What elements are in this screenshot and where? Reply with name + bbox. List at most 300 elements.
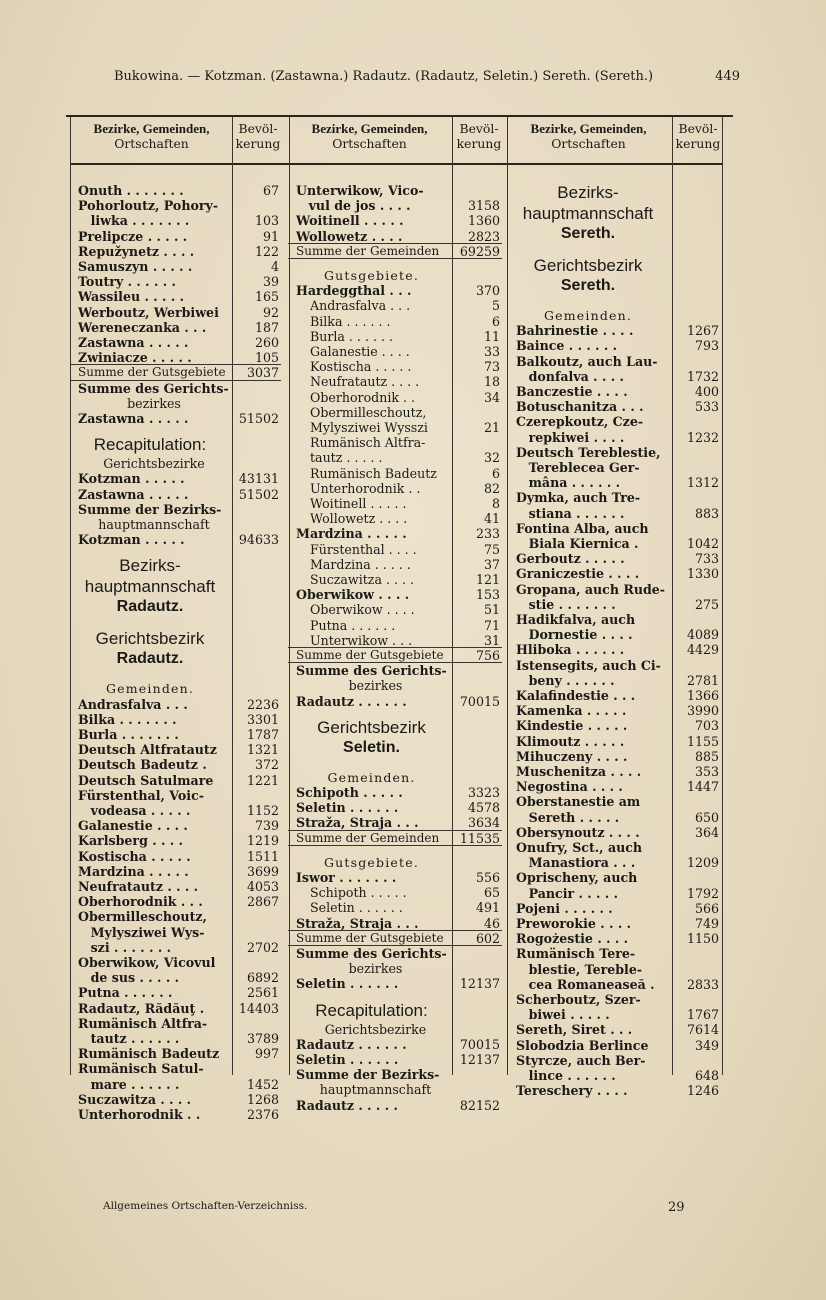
place-name: Deutsch Badeutz .	[78, 757, 207, 773]
place-name: Summe der Gemeinden	[296, 243, 440, 258]
place-name: vul de jos . . . .	[296, 198, 411, 214]
place-name: Galanestie . . . .	[78, 818, 188, 834]
population-value: 1511	[246, 848, 279, 864]
table-row	[516, 445, 719, 460]
header-text: Bukowina. — Kotzman. (Zastawna.) Radautz. (Radautz, Seletin.) Sereth. (Sereth.)	[114, 69, 654, 84]
table-row	[516, 673, 719, 688]
population-value: 1366	[686, 688, 719, 703]
place-name: Mylysziwei Wysszi	[310, 420, 428, 435]
place-name: lince . . . . . .	[516, 1068, 616, 1083]
table-row	[78, 1092, 279, 1107]
place-name: Radautz . . . . .	[296, 1097, 398, 1113]
table-row	[78, 259, 279, 274]
place-name: Unterhorodnik . .	[310, 480, 421, 496]
population-value: 65	[483, 885, 500, 901]
population-value: 3037	[246, 365, 279, 381]
column-header-pop-line2: kerung	[675, 136, 721, 151]
population-value: 12137	[459, 1052, 500, 1067]
population-value: 1732	[686, 368, 719, 384]
population-value: 4089	[686, 627, 719, 643]
place-name: mâna . . . . . .	[516, 475, 621, 491]
place-name: Karlsberg . . . .	[78, 833, 183, 849]
table-row	[78, 985, 279, 1000]
table-row	[78, 502, 279, 517]
place-name: Putna . . . . . .	[78, 985, 173, 1001]
population-value: 11535	[459, 830, 500, 846]
table-row	[296, 1098, 500, 1113]
place-name: Straža, Straja . . .	[296, 815, 419, 831]
subsection-label: Gutsgebiete.	[323, 268, 420, 283]
table-row	[516, 734, 719, 749]
table-row	[296, 466, 500, 481]
place-name: Istensegits, auch Ci-	[516, 657, 661, 673]
place-name: Styrcze, auch Ber-	[516, 1052, 646, 1068]
place-name: Oberwikow . . . .	[310, 602, 415, 618]
place-name: Pojeni . . . . . .	[516, 900, 613, 916]
table-row	[516, 916, 719, 931]
column-header-name-line2: Ortschaften	[332, 136, 407, 151]
column-header-rule	[70, 163, 722, 165]
table-row	[296, 298, 500, 313]
place-name: bezirkes	[348, 678, 403, 694]
table-row	[296, 815, 500, 830]
table-row	[296, 1037, 500, 1052]
place-name: Rumänisch Tere-	[516, 946, 636, 962]
table-row	[78, 955, 279, 970]
table-row	[296, 694, 500, 709]
population-value: 39	[262, 274, 279, 290]
place-name: liwka . . . . . . .	[78, 213, 190, 229]
place-name: Hardeggthal . . .	[296, 283, 412, 299]
footer-page-signature: 29	[668, 1200, 685, 1215]
table-row	[516, 521, 719, 536]
column-header-population-3	[672, 121, 724, 151]
sum-rule	[288, 243, 502, 244]
table-row	[516, 749, 719, 764]
population-value: 275	[694, 596, 719, 612]
population-value: 41	[483, 511, 500, 527]
table-row	[296, 885, 500, 900]
population-value: 165	[254, 289, 279, 305]
table-row	[516, 430, 719, 445]
table-row	[516, 475, 719, 490]
table-row	[78, 970, 279, 985]
population-value: 997	[254, 1046, 279, 1062]
population-value: 1452	[246, 1076, 279, 1092]
place-name: Dymka, auch Tre-	[516, 490, 641, 506]
population-value: 1267	[686, 323, 719, 339]
place-name: Seletin . . . . . .	[296, 800, 399, 816]
place-name: szi . . . . . . .	[78, 939, 172, 955]
population-value: 6	[491, 313, 500, 329]
column-header-pop-line1: Bevöl-	[678, 121, 718, 136]
table-row	[296, 496, 500, 511]
place-name: Rumänisch Altfra-	[310, 435, 426, 451]
section-title: Radautz.	[116, 650, 184, 668]
place-name: Oberwikow . . . .	[296, 587, 410, 603]
table-row	[516, 658, 719, 673]
place-name: Pohorloutz, Pohory-	[78, 198, 219, 214]
place-name: Wollowetz . . . .	[296, 228, 403, 244]
place-name: Suczawitza . . . .	[78, 1091, 192, 1107]
table-row	[78, 1107, 279, 1122]
place-name: Preworokie . . . .	[516, 916, 631, 931]
column-header-name-3	[507, 121, 670, 151]
place-name: Manastiora . . .	[516, 855, 636, 871]
place-name: Rumänisch Altfra-	[78, 1015, 208, 1031]
place-name: repkiwei . . . .	[516, 429, 625, 445]
population-value: 1312	[686, 475, 719, 491]
table-row	[78, 487, 279, 502]
population-value: 885	[694, 748, 719, 764]
place-name: Summe der Gutsgebiete	[78, 365, 226, 380]
place-name: Summe der Gutsgebiete	[296, 648, 444, 662]
place-name: Burla . . . . . .	[310, 328, 393, 344]
population-value: 1447	[686, 779, 719, 795]
population-value: 12137	[459, 976, 500, 992]
table-row	[516, 855, 719, 870]
population-value: 69259	[459, 243, 500, 259]
place-name: Obermilleschoutz,	[78, 909, 207, 925]
table-row	[516, 384, 719, 399]
place-name: Tereblecea Ger-	[516, 460, 640, 475]
table-row	[78, 864, 279, 879]
place-name: Sereth, Siret . . .	[516, 1022, 633, 1038]
place-name: Rumänisch Badeutz	[310, 465, 437, 481]
population-value: 749	[694, 916, 719, 931]
place-name: Prelipcze . . . . .	[78, 228, 188, 244]
page-number: 449	[715, 69, 740, 84]
table-row	[516, 551, 719, 566]
table-row	[516, 566, 719, 581]
population-value: 31	[483, 632, 500, 648]
population-value: 153	[475, 587, 500, 603]
table-row	[296, 633, 500, 648]
table-row	[296, 213, 500, 228]
population-value: 566	[694, 900, 719, 916]
table-row	[78, 697, 279, 712]
place-name: Obersynoutz . . . .	[516, 824, 640, 840]
population-value: 8	[491, 496, 500, 511]
place-name: Schipoth . . . . .	[296, 785, 403, 800]
table-row	[516, 1068, 719, 1083]
table-row	[296, 314, 500, 329]
table-row	[78, 456, 279, 471]
population-value: 6	[491, 465, 500, 481]
place-name: Oberhorodnik . . .	[78, 894, 203, 910]
section-heading: Gerichtsbezirk	[317, 717, 426, 737]
place-name: tautz . . . . .	[310, 450, 383, 466]
population-value: 7614	[686, 1022, 719, 1038]
place-name: Galanestie . . . .	[310, 344, 410, 359]
population-value: 793	[694, 338, 719, 354]
table-row	[296, 198, 500, 213]
population-value: 1792	[686, 885, 719, 901]
place-name: Dornestie . . . .	[516, 627, 633, 643]
population-value: 1219	[246, 833, 279, 849]
place-name: Toutry . . . . . .	[78, 274, 176, 290]
subsection-label: Gemeinden.	[327, 769, 416, 785]
place-name: Bilka . . . . . .	[310, 313, 391, 329]
table-row	[296, 450, 500, 465]
table-row	[516, 460, 719, 475]
place-name: Deutsch Tereblestie,	[516, 444, 661, 460]
table-row	[296, 618, 500, 633]
place-name: Mylysziwei Wys-	[78, 924, 205, 940]
table-row	[78, 471, 279, 486]
population-value: 233	[475, 526, 500, 542]
column-header-pop-line1: Bevöl-	[238, 121, 278, 136]
table-row	[296, 648, 500, 663]
population-value: 2702	[246, 939, 279, 955]
population-value: 92	[262, 304, 279, 320]
population-value: 75	[483, 541, 500, 557]
place-name: Bahrinestie . . . .	[516, 323, 634, 339]
place-name: Kostischa . . . . .	[310, 359, 412, 375]
place-name: Repužynetz . . . .	[78, 243, 195, 259]
population-value: 11	[483, 328, 500, 344]
place-name: Summe der Bezirks-	[78, 501, 222, 517]
place-name: Onufry, Sct., auch	[516, 840, 643, 855]
population-value: 43131	[238, 471, 279, 487]
population-value: 105	[254, 350, 279, 366]
table-row	[516, 946, 719, 961]
table-row	[296, 229, 500, 244]
table-row	[296, 435, 500, 450]
population-value: 91	[262, 228, 279, 244]
population-value: 2781	[686, 672, 719, 688]
table-row	[516, 1007, 719, 1022]
population-value: 32	[483, 450, 500, 466]
header-rule	[66, 115, 733, 117]
place-name: Fürstenthal . . . .	[310, 541, 417, 557]
place-name: Hadikfalva, auch	[516, 612, 636, 627]
table-row	[296, 870, 500, 885]
table-row	[296, 976, 500, 991]
table-row	[516, 323, 719, 338]
place-name: Unterhorodnik . .	[78, 1107, 201, 1122]
population-value: 51502	[238, 486, 279, 502]
place-name: Oberstanestie am	[516, 794, 641, 810]
table-row	[78, 909, 279, 924]
place-name: Graniczestie . . . .	[516, 566, 640, 582]
table-row	[296, 542, 500, 557]
place-name: Mardzina . . . . .	[296, 526, 407, 542]
table-row	[78, 350, 279, 365]
place-name: Mardzina . . . . .	[78, 863, 189, 879]
place-name: Seletin . . . . . .	[296, 1052, 399, 1067]
place-name: Obermilleschoutz,	[310, 404, 427, 420]
table-row	[516, 810, 719, 825]
place-name: Kotzman . . . . .	[78, 471, 185, 487]
population-value: 349	[694, 1037, 719, 1053]
table-row	[78, 411, 279, 426]
population-value: 1152	[246, 803, 279, 818]
table-row	[516, 825, 719, 840]
table-row	[78, 712, 279, 727]
place-name: hauptmannschaft	[319, 1082, 432, 1098]
table-row	[296, 390, 500, 405]
population-value: 103	[254, 213, 279, 229]
section-heading: Recapitulation:	[315, 1000, 428, 1020]
place-name: stiana . . . . . .	[516, 505, 625, 521]
table-row	[516, 779, 719, 794]
table-row	[296, 359, 500, 374]
population-value: 650	[694, 809, 719, 825]
population-value: 1767	[686, 1007, 719, 1023]
sum-rule	[288, 258, 502, 259]
table-row	[296, 1067, 500, 1082]
population-value: 187	[254, 319, 279, 335]
table-row	[296, 374, 500, 389]
place-name: Zastawna . . . . .	[78, 411, 189, 426]
table-row	[78, 773, 279, 788]
table-row	[296, 946, 500, 961]
table-row	[78, 742, 279, 757]
table-row	[78, 396, 279, 411]
table-row	[516, 688, 719, 703]
place-name: Summe des Gerichts-	[296, 946, 447, 961]
population-value: 3990	[686, 703, 719, 719]
place-name: Wereneczanka . . .	[78, 319, 207, 335]
table-row	[78, 305, 279, 320]
population-value: 3789	[246, 1031, 279, 1046]
population-value: 353	[694, 764, 719, 779]
table-row	[516, 414, 719, 429]
place-name: Rumänisch Satul-	[78, 1061, 204, 1077]
place-name: Werboutz, Werbiwei	[78, 304, 219, 320]
population-value: 21	[483, 420, 500, 435]
population-value: 33	[483, 344, 500, 359]
table-row	[78, 1031, 279, 1046]
table-row	[296, 931, 500, 946]
table-row	[78, 879, 279, 894]
table-row	[516, 369, 719, 384]
table-row	[516, 597, 719, 612]
section-heading: hauptmannschaft	[522, 204, 654, 223]
section-title: Sereth.	[560, 225, 616, 242]
section-heading: Bezirks-	[119, 556, 181, 576]
population-value: 71	[483, 617, 500, 633]
place-name: Wollowetz . . . .	[310, 511, 408, 527]
section-heading: Bezirks-	[557, 183, 619, 202]
place-name: Pancir . . . . .	[516, 885, 618, 901]
place-name: stie . . . . . . .	[516, 596, 616, 612]
place-name: bezirkes	[348, 961, 403, 977]
table-row	[78, 727, 279, 742]
table-row	[516, 490, 719, 505]
table-row	[78, 213, 279, 228]
place-name: de sus . . . . .	[78, 970, 179, 986]
population-value: 648	[694, 1068, 719, 1083]
population-value: 94633	[238, 532, 279, 548]
population-value: 1330	[686, 566, 719, 582]
place-name: Burla . . . . . . .	[78, 727, 179, 742]
place-name: Baince . . . . . .	[516, 338, 618, 354]
column-divider	[289, 117, 290, 1075]
column-header-pop-line1: Bevöl-	[459, 121, 499, 136]
place-name: biwei . . . . .	[516, 1007, 610, 1023]
column-header-name-line1: Bezirke, Gemeinden,	[311, 121, 428, 136]
table-row	[78, 1061, 279, 1076]
place-name: Kostischa . . . . .	[78, 848, 191, 864]
table-row	[516, 399, 719, 414]
table-row	[516, 1053, 719, 1068]
table-row	[516, 338, 719, 353]
section-heading: Gerichtsbezirk	[95, 629, 205, 649]
table-row	[296, 1022, 500, 1037]
place-name: Woitinell . . . . .	[296, 213, 404, 229]
table-row	[78, 818, 279, 833]
column-header-name-line2: Ortschaften	[114, 136, 189, 151]
section-title: Radautz.	[116, 598, 184, 616]
table-row	[516, 703, 719, 718]
place-name: Gerichtsbezirke	[324, 1021, 427, 1037]
place-name: Fontina Alba, auch	[516, 520, 649, 536]
place-name: Muschenitza . . . .	[516, 764, 642, 779]
table-row	[296, 526, 500, 541]
table-row	[296, 572, 500, 587]
table-row	[78, 320, 279, 335]
place-name: Kindestie . . . . .	[516, 718, 628, 734]
population-value: 556	[475, 870, 500, 885]
table-row	[516, 764, 719, 779]
table-row	[78, 1001, 279, 1016]
population-value: 2236	[246, 696, 279, 712]
table-row	[296, 916, 500, 931]
table-row	[516, 642, 719, 657]
place-name: Onuth . . . . . . .	[78, 183, 184, 198]
population-value: 733	[694, 551, 719, 567]
population-value: 67	[262, 183, 279, 198]
table-row	[78, 183, 279, 198]
column-header-name-2	[289, 121, 450, 151]
table-row	[516, 627, 719, 642]
table-row	[296, 587, 500, 602]
place-name: blestie, Tereble-	[516, 961, 643, 977]
place-name: Mardzina . . . . .	[310, 556, 411, 572]
table-row	[78, 1016, 279, 1031]
place-name: Unterwikow . . .	[310, 632, 413, 648]
place-name: mare . . . . . .	[78, 1076, 180, 1092]
population-value: 46	[483, 915, 500, 931]
population-value: 1209	[686, 855, 719, 871]
place-name: Tereschery . . . .	[516, 1083, 628, 1099]
table-row	[296, 405, 500, 420]
population-value: 1155	[686, 733, 719, 749]
population-value: 2561	[246, 985, 279, 1001]
place-name: Andrasfalva . . .	[78, 696, 188, 712]
column-header-population-1	[232, 121, 284, 151]
place-name: Sereth . . . . .	[516, 809, 620, 825]
column-header-pop-line2: kerung	[235, 136, 281, 151]
column-header-name-line1: Bezirke, Gemeinden,	[530, 121, 647, 136]
place-name: Klimoutz . . . . .	[516, 733, 625, 749]
place-name: Fürstenthal, Voic-	[78, 787, 204, 803]
population-value: 533	[694, 399, 719, 415]
table-row	[516, 901, 719, 916]
place-name: beny . . . . . .	[516, 672, 615, 688]
population-value: 1787	[246, 727, 279, 742]
subsection-label: Gemeinden.	[543, 308, 633, 323]
place-name: donfalva . . . .	[516, 368, 624, 384]
place-name: Kotzman . . . . .	[78, 532, 185, 548]
table-row	[296, 831, 500, 846]
population-value: 122	[254, 243, 279, 259]
table-row	[78, 229, 279, 244]
population-value: 70015	[459, 1036, 500, 1052]
place-name: Deutsch Satulmare	[78, 772, 214, 788]
